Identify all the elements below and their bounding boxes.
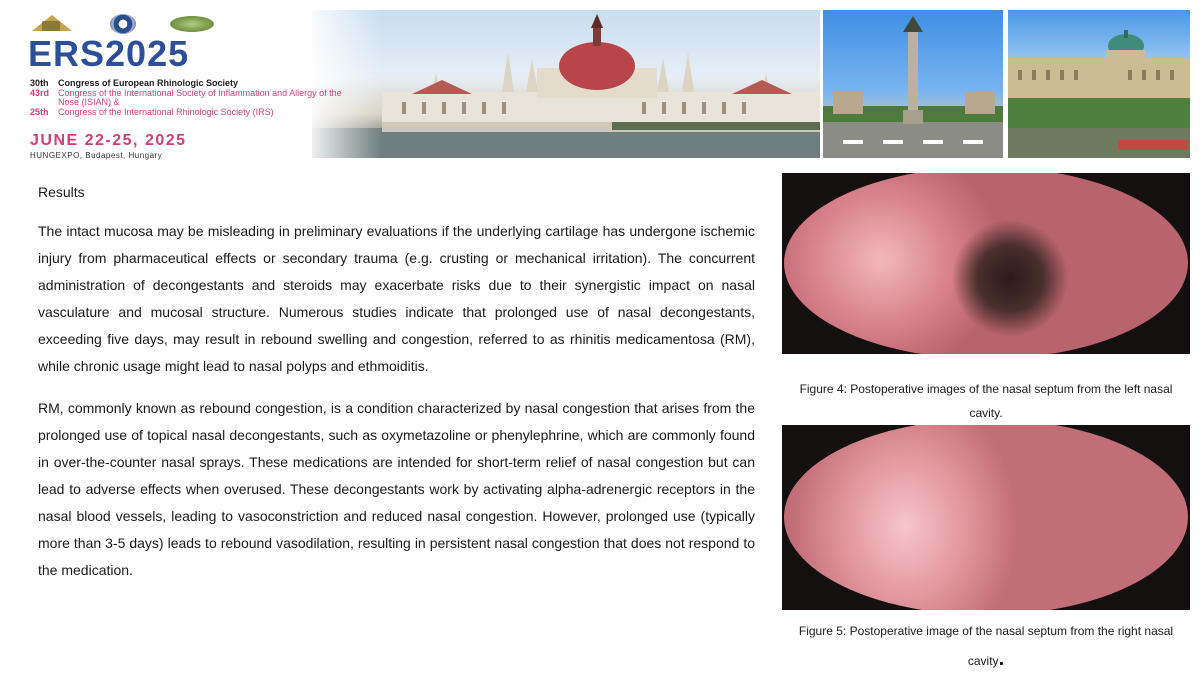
parliament-photo: [312, 10, 820, 158]
conference-banner: [22, 10, 1190, 158]
congress-line: 25th Congress of the International Rhinologic Society (IRS): [30, 106, 274, 117]
banner-text-block: [22, 10, 382, 158]
endoscopic-view: [784, 425, 1188, 610]
figure-4-endoscopy-image: [782, 173, 1190, 354]
results-paragraph-1: The intact mucosa may be misleading in preliminary evaluations if the underlying cartilage has undergone ischemic injury from pharmaceutical effects or secondary trauma (e.g. crusting or mechanical irritation). The concurrent administration of decongestants and steroids may exacerbate risks due to their synergistic impact on nasal vasculature and mucosal structure. Numerous studies indicate that prolonged use of nasal decongestants, exceeding five days, may result in rebound swelling and congestion, referred to as rhinitis medicamentosa (RM), while chronic usage might lead to nasal polyps and ethmoiditis.: [38, 223, 755, 374]
results-heading: Results: [38, 184, 85, 200]
figure-4-caption: Figure 4: Postoperative images of the nasal septum from the left nasal cavity.: [799, 382, 1173, 420]
endoscopic-view: [784, 173, 1188, 354]
conference-title: ERS2025: [28, 33, 190, 74]
buda-castle-photo: [1008, 10, 1190, 158]
heroes-square-photo: [823, 10, 1003, 158]
congress-line: 43rd Congress of the International Society of Inflammation and Allergy of the Nose (ISIAN) &: [30, 87, 342, 107]
irs-logo-icon: [170, 16, 214, 32]
figure-5-endoscopy-image: [782, 425, 1190, 610]
conference-dates: JUNE 22-25, 2025: [30, 132, 187, 149]
ers-logo-icon: [28, 15, 76, 33]
conference-venue: HUNGEXPO, Budapest, Hungary: [30, 151, 163, 160]
isian-seal-icon: [110, 14, 136, 34]
sponsor-logos: [28, 14, 214, 34]
congress-line: 30th Congress of European Rhinologic Society: [30, 78, 239, 88]
results-paragraph-2: RM, commonly known as rebound congestion, is a condition characterized by nasal congestion that arises from the prolonged use of topical nasal decongestants, such as oxymetazoline or phenylephrine, which are commonly found in over-the-counter nasal sprays. These medications are intended for short-term relief of nasal congestion but can lead to adverse effects when overused. These decongestants work by activating alpha-adrenergic receptors in the nasal blood vessels, leading to vasoconstriction and reduced nasal congestion. However, prolonged use (typically more than 3-5 days) leads to rebound vasodilation, resulting in persistent nasal congestion that does not respond to the medication.: [38, 400, 755, 578]
congress-list: [30, 79, 360, 117]
figure-5-caption: Figure 5: Postoperative image of the nasal septum from the right nasal cavity.: [798, 624, 1174, 670]
